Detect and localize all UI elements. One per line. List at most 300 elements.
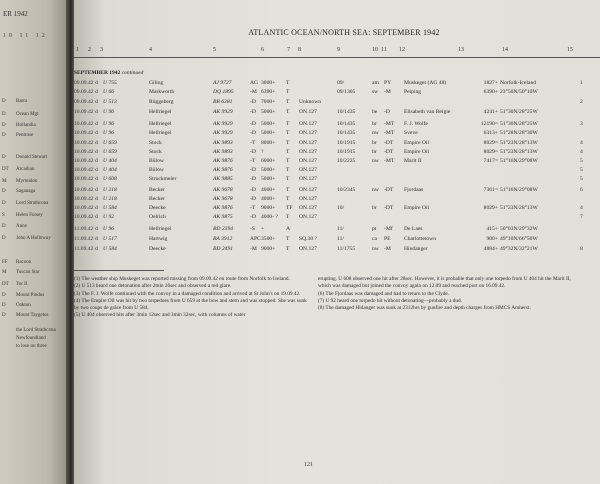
cell-depth: 5000+ — [261, 176, 276, 182]
cell-boat: U 584 — [103, 205, 117, 211]
cell-boat: U 96 — [103, 109, 115, 115]
cell-date: 11.09.42 — [74, 246, 94, 252]
cell-sq: -D — [250, 176, 256, 182]
cell-loc: 51°23N/28°13W — [500, 140, 538, 146]
cell-sq: -S — [250, 226, 255, 232]
cell-grt: 8029= — [483, 149, 498, 155]
cell-grid: BA 3912 — [213, 236, 233, 242]
cell-date: 10.09.42 — [74, 158, 94, 164]
cell-nat: br — [372, 140, 377, 146]
cell-cls: -MT — [384, 121, 395, 127]
left-row-mark: D — [2, 236, 6, 241]
cell-name: Empire Oil — [404, 149, 430, 155]
cell-boat: U 404 — [103, 158, 117, 164]
cell-ship: Hellriegel — [149, 121, 172, 127]
left-row-text: Helen Forsey — [16, 213, 43, 218]
cell-sq: -D — [250, 214, 256, 220]
cell-cls: -DT — [384, 187, 394, 193]
cell-conv: ON.127 — [299, 205, 317, 211]
left-row-mark: M — [2, 179, 7, 184]
cell-fn: 6 — [580, 187, 583, 193]
cell-depth: 5000+ — [261, 109, 276, 115]
cell-type: T — [286, 99, 290, 105]
left-row-mark: M — [2, 270, 7, 275]
cell-depth: 3500+ — [261, 236, 276, 242]
column-number: 8 — [298, 47, 301, 53]
table-row — [74, 89, 600, 97]
cell-nat: am — [372, 80, 379, 86]
cell-pos: 11/ — [337, 236, 344, 242]
cell-date: 10.09.42 — [74, 109, 94, 115]
cell-boat: U 66 — [103, 89, 115, 95]
left-row-mark: D — [2, 99, 6, 104]
left-page-row — [2, 236, 51, 243]
column-number: 2 — [88, 47, 91, 53]
cell-mk: d — [95, 130, 98, 136]
section-continued: continued — [121, 70, 144, 76]
table-row — [74, 167, 600, 175]
cell-mk: d — [95, 89, 98, 95]
cell-pos: 10/1435 — [337, 109, 356, 115]
cell-sq: -M — [250, 89, 257, 95]
table-row — [74, 99, 600, 107]
column-number: 1 — [76, 47, 79, 53]
cell-pos: 10/ — [337, 205, 345, 211]
left-page — [0, 0, 70, 484]
cell-mk: d — [95, 167, 98, 173]
cell-nat: nw — [372, 158, 379, 164]
cell-mk: d — [95, 80, 98, 86]
cell-sq: -D — [250, 187, 256, 193]
cell-grt: 7361= — [483, 187, 498, 193]
cell-pos: 11/1755 — [337, 246, 356, 252]
cell-nat: ca — [372, 236, 377, 242]
cell-name: Hindanger — [404, 246, 428, 252]
cell-name: F. J. Wolfe — [404, 121, 428, 127]
left-page-row — [2, 282, 46, 289]
left-row-mark: DT — [2, 282, 9, 287]
left-page-row — [2, 133, 46, 140]
cell-fn: 4 — [580, 149, 583, 155]
cell-ship: Deecke — [149, 246, 166, 252]
table-row — [74, 236, 600, 244]
cell-fn: 7 — [580, 214, 583, 220]
cell-mk: d — [95, 158, 98, 164]
cell-loc: 51°16N/29°08W — [500, 158, 538, 164]
section-month: SEPTEMBER 1942 — [74, 70, 121, 76]
cell-grt: 7417= — [483, 158, 498, 164]
footnote: (4) The Empire Oil was hit by two torpedoes from U 659 at the bow and stern and was stopped. She was sunk by two coups de grâce from U 584. — [74, 297, 307, 312]
column-number: 9 — [337, 47, 340, 53]
table-row — [74, 140, 600, 148]
cell-grid: AK 9876 — [213, 167, 233, 173]
cell-conv: ON.127 — [299, 109, 317, 115]
cell-nat: pt — [372, 226, 377, 232]
cell-loc: 51°30N/28°25W — [500, 121, 538, 127]
cell-mk: d — [95, 205, 98, 211]
column-number: 6 — [261, 47, 264, 53]
page-title: ATLANTIC OCEAN/NORTH SEA: SEPTEMBER 1942 — [248, 28, 440, 37]
left-row-text: Donald Stewart — [16, 155, 48, 160]
cell-depth: 4000- ? — [261, 214, 278, 220]
left-row-text: Tuscan Star — [16, 270, 40, 275]
cell-fn: 5 — [580, 176, 583, 182]
left-row-text: John A Holloway — [16, 236, 51, 241]
table-row — [74, 158, 600, 166]
cell-mk: d — [95, 196, 98, 202]
cell-date: 10.09.42 — [74, 167, 94, 173]
cell-loc: 51°23N/28°13W — [500, 205, 538, 211]
cell-fn: 5 — [580, 158, 583, 164]
cell-nat: br — [372, 149, 377, 155]
left-row-text: Saganaga — [16, 189, 36, 194]
cell-nat: be — [372, 109, 378, 115]
cell-type: T — [286, 158, 290, 164]
column-number: 15 — [567, 47, 573, 53]
cell-fn: 4 — [580, 140, 583, 146]
left-row-mark: FF — [2, 260, 8, 265]
left-row-text: Barra — [16, 99, 28, 104]
cell-depth: 5000+ — [261, 167, 276, 173]
cell-name: Sveve — [404, 130, 418, 136]
cell-grt: 415+ — [486, 226, 498, 232]
cell-nat: nw — [372, 187, 379, 193]
left-page-row — [2, 213, 46, 220]
left-row-mark: D — [2, 112, 6, 117]
cell-cls: -DT — [384, 205, 394, 211]
footnote: (3) The F. J. Wolfe continued with the convoy in a damaged condition and arrived at St John's on 19.09.42. — [74, 290, 301, 297]
left-page-column-numbers: 10 11 12 — [3, 33, 48, 39]
cell-ship: Oelrich — [149, 214, 166, 220]
left-page-row — [2, 123, 46, 130]
table-row — [74, 205, 600, 213]
cell-depth: 6390+ — [261, 89, 276, 95]
cell-type: T — [286, 149, 290, 155]
cell-ship: Stock — [149, 149, 162, 155]
left-page-row — [2, 201, 49, 208]
cell-mk: d — [95, 246, 98, 252]
cell-fn: 5 — [580, 167, 583, 173]
cell-depth: 9000+ — [261, 205, 276, 211]
cell-grid: AK 9893 — [213, 149, 233, 155]
left-row-mark: D — [2, 303, 6, 308]
cell-ship: Hartwig — [149, 236, 168, 242]
left-row-mark: D — [2, 133, 6, 138]
cell-sq: -T — [250, 158, 256, 164]
cell-loc: 23°50N/50°10W — [500, 89, 538, 95]
cell-boat: U 92 — [103, 214, 115, 220]
cell-nat: nw — [372, 246, 379, 252]
column-number: 5 — [213, 47, 216, 53]
cell-boat: U 755 — [103, 80, 117, 86]
left-row-mark: D — [2, 189, 6, 194]
cell-ship: Hellriegel — [149, 226, 172, 232]
cell-depth: 9000+ — [261, 246, 276, 252]
left-row-text: Racoon — [16, 260, 32, 265]
cell-loc: 51°23N/28°13W — [500, 149, 538, 155]
cell-boat: U 218 — [103, 196, 117, 202]
cell-depth: 4000+ — [261, 187, 276, 193]
cell-cls: -D — [384, 109, 390, 115]
footnote-rule — [74, 270, 164, 271]
cell-fn: 2 — [580, 99, 583, 105]
left-page-row — [2, 344, 46, 351]
column-number: 14 — [502, 47, 508, 53]
cell-date: 10.09.42 — [74, 140, 94, 146]
cell-date: 11.09.42 — [74, 226, 94, 232]
footnote: (1) The weather ship Muskeget was reported missing from 09.09.42 en route from Norfolk to Iceland. — [74, 276, 290, 282]
cell-type: T — [286, 236, 290, 242]
cell-grt: 8029= — [483, 140, 498, 146]
cell-loc: 51°16N/29°08W — [500, 187, 538, 193]
left-row-text: Mount Taygetus — [16, 313, 49, 318]
cell-boat: U 659 — [103, 140, 117, 146]
cell-mk: d — [95, 187, 98, 193]
left-page-row — [2, 167, 46, 174]
cell-sq: AG — [250, 80, 259, 86]
cell-mk: d — [95, 121, 98, 127]
cell-cls: PY — [384, 80, 392, 86]
cell-sq: -D — [250, 167, 256, 173]
cell-fn: 4 — [580, 205, 583, 211]
left-row-mark: D — [2, 123, 6, 128]
cell-grid: AK 9678 — [213, 196, 233, 202]
column-number: 7 — [287, 47, 290, 53]
cell-sq: -D — [250, 149, 256, 155]
left-page-row — [2, 155, 46, 162]
cell-name: Empire Oil — [404, 205, 430, 211]
cell-nat: br — [372, 205, 377, 211]
cell-sq: -T — [250, 140, 256, 146]
cell-type: TF — [286, 205, 293, 211]
cell-name: Empire Oil — [404, 140, 430, 146]
left-page-row — [2, 260, 46, 267]
left-row-text: the Lord Strathcona — [16, 328, 56, 333]
table-row — [74, 121, 600, 129]
cell-date: 10.09.42 — [74, 130, 94, 136]
cell-sq: -D — [250, 99, 256, 105]
cell-mk: d — [95, 99, 98, 105]
cell-grid: BD 2394 — [213, 226, 234, 232]
footnote: (7) U 92 heard one torpedo hit without detonating—probably a dud. — [318, 297, 463, 304]
cell-boat: U 96 — [103, 121, 115, 127]
cell-boat: U 404 — [103, 167, 117, 173]
cell-nat: sw — [372, 89, 379, 95]
left-row-text: Newfoundland — [16, 336, 46, 341]
column-number: 3 — [100, 47, 103, 53]
cell-grid: AK 9929 — [213, 109, 233, 115]
cell-sq: APC — [250, 236, 261, 242]
cell-cls: -DT — [384, 140, 394, 146]
cell-grid: AK 9885 — [213, 176, 233, 182]
left-row-text: Anne — [16, 224, 27, 229]
cell-ship: Deecke — [149, 205, 166, 211]
cell-date: 10.09.42 — [74, 214, 94, 220]
cell-conv: ON.127 — [299, 130, 317, 136]
cell-conv: ON.127 — [299, 149, 317, 155]
left-row-text: Hollandia — [16, 123, 36, 128]
cell-type: T — [286, 246, 290, 252]
cell-type: T — [286, 80, 290, 86]
left-page-row — [2, 313, 49, 320]
cell-boat: U 218 — [103, 187, 117, 193]
cell-sq: -D — [250, 130, 256, 136]
cell-conv: ON.127 — [299, 121, 317, 127]
cell-boat: U 517 — [103, 236, 117, 242]
cell-boat: U 96 — [103, 226, 115, 232]
cell-sq: -T — [250, 205, 256, 211]
left-row-mark: S — [2, 213, 5, 218]
cell-pos: 09/ — [337, 80, 345, 86]
left-row-text: Pentrose — [16, 133, 34, 138]
cell-cls: -M — [384, 89, 391, 95]
cell-grt: 6390+ — [483, 89, 498, 95]
table-row — [74, 226, 600, 234]
cell-grid: BD 2491 — [213, 246, 234, 252]
cell-grt: 4241+ — [483, 109, 498, 115]
cell-name: Fjordaas — [404, 187, 424, 193]
cell-fn: 1 — [580, 80, 583, 86]
cell-date: 10.09.42 — [74, 205, 94, 211]
cell-grid: AK 9929 — [213, 121, 233, 127]
cell-date: 10.09.42 — [74, 187, 94, 193]
cell-type: T — [286, 121, 290, 127]
left-row-mark: D — [2, 224, 6, 229]
cell-boat: U 659 — [103, 149, 117, 155]
cell-ship: Markworth — [149, 89, 175, 95]
left-page-row — [2, 336, 46, 343]
cell-depth: 3000+ — [261, 80, 276, 86]
cell-depth: 6000+ — [261, 158, 276, 164]
footnote: (2) U 513 heard one detonation after 2min 26sec and observed a red glare. — [74, 283, 232, 290]
table-row — [74, 130, 600, 138]
cell-pos: 10/2225 — [337, 158, 356, 164]
cell-mk: d — [95, 140, 98, 146]
left-row-mark: D — [2, 201, 6, 206]
cell-ship: Hellriegel — [149, 130, 172, 136]
table-row — [74, 214, 600, 222]
cell-type: T — [286, 214, 290, 220]
cell-ship: Hellriegel — [149, 109, 172, 115]
cell-pos: 10/1435 — [337, 130, 356, 136]
cell-name: De Laes — [404, 226, 423, 232]
page-number: 121 — [304, 462, 313, 468]
cell-ship: Rüggeberg — [149, 99, 174, 105]
cell-depth: 7000+ — [261, 99, 276, 105]
cell-ship: Bülow — [149, 158, 164, 164]
section-heading — [74, 70, 143, 76]
cell-conv: Unknown — [299, 99, 322, 105]
cell-conv: ON.127 — [299, 246, 317, 252]
cell-ship: Bülow — [149, 167, 164, 173]
footnote: (5) U 404 observed hits after 3min 12sec and 3min 32sec, with columns of water — [74, 312, 246, 319]
cell-type: T — [286, 109, 290, 115]
cell-conv: ON.127 — [299, 187, 317, 193]
left-row-mark: D — [2, 293, 6, 298]
left-page-row — [2, 189, 46, 196]
cell-pos: 09/1305 — [337, 89, 356, 95]
cell-ship: Stock — [149, 140, 162, 146]
left-row-text: Myrmidon — [16, 179, 38, 184]
cell-pos: 11/ — [337, 226, 344, 232]
cell-fn: 8 — [580, 246, 583, 252]
cell-loc: Norfolk-Iceland — [500, 80, 537, 86]
cell-type: T — [286, 130, 290, 136]
right-page — [74, 0, 600, 484]
cell-grid: AJ 9727 — [213, 80, 232, 86]
cell-conv: ON.127 — [299, 214, 317, 220]
cell-cls: -Mf — [384, 226, 393, 232]
left-row-mark: DT — [2, 167, 9, 172]
footnote: (6) The Fjordaas was damaged and had to return to the Clyde. — [318, 290, 450, 297]
cell-mk: d — [95, 226, 98, 232]
cell-fn: 3 — [580, 121, 583, 127]
cell-conv: ON.127 — [299, 167, 317, 173]
cell-mk: d — [95, 149, 98, 155]
column-number: 12 — [399, 47, 405, 53]
left-row-text: Arcadian — [16, 167, 35, 172]
cell-type: T — [286, 167, 290, 173]
cell-ship: Becker — [149, 196, 165, 202]
cell-grt: 6313+ — [483, 130, 498, 136]
cell-loc: 49°32N/32°21W — [500, 246, 538, 252]
cell-pos: 10/1435 — [337, 121, 356, 127]
cell-grt: 900+ — [486, 236, 498, 242]
cell-type: T — [286, 196, 290, 202]
cell-grid: AK 9876 — [213, 158, 233, 164]
cell-type: T — [286, 176, 290, 182]
column-number: 11 — [381, 47, 387, 53]
cell-conv: ON.127 — [299, 158, 317, 164]
cell-grid: BB 6381 — [213, 99, 233, 105]
cell-depth: 8000+ — [261, 140, 276, 146]
left-row-text: Lord Strathcona — [16, 201, 49, 206]
cell-grt: 4884+ — [483, 246, 498, 252]
cell-type: A — [286, 226, 291, 232]
cell-ship: Giling — [149, 80, 164, 86]
cell-conv: SQ.30 ? — [299, 236, 318, 242]
footnote: (8) The damaged Hidanger was sunk at 2312hrs by gunfire and depth charges from HMCS Amherst. — [318, 305, 531, 312]
cell-date: 09.09.42 — [74, 89, 94, 95]
cell-mk: d — [95, 176, 98, 182]
column-number: 10 — [372, 47, 378, 53]
table-row — [74, 196, 600, 204]
cell-boat: U 608 — [103, 176, 117, 182]
table-row — [74, 246, 600, 254]
table-row — [74, 80, 600, 88]
cell-grid: AK 9876 — [213, 205, 233, 211]
cell-sq: -M — [250, 246, 257, 252]
cell-date: 10.09.42 — [74, 176, 94, 182]
cell-date: 09.09.42 — [74, 80, 94, 86]
cell-grid: AK 9678 — [213, 187, 233, 193]
left-row-text: Oakton — [16, 303, 31, 308]
cell-sq: -D — [250, 109, 256, 115]
cell-grid: AK 9929 — [213, 130, 233, 136]
cell-date: 10.09.42 — [74, 149, 94, 155]
column-number: 13 — [458, 47, 464, 53]
cell-mk: d — [95, 214, 98, 220]
cell-grid: DQ 1895 — [213, 89, 234, 95]
table-row — [74, 176, 600, 184]
cell-depth: 4000+ — [261, 196, 276, 202]
cell-type: T — [286, 187, 290, 193]
table-row — [74, 187, 600, 195]
left-page-row — [2, 303, 46, 310]
left-page-row — [2, 112, 46, 119]
cell-loc: 51°28N/28°30W — [500, 130, 538, 136]
cell-sq: -D — [250, 196, 256, 202]
